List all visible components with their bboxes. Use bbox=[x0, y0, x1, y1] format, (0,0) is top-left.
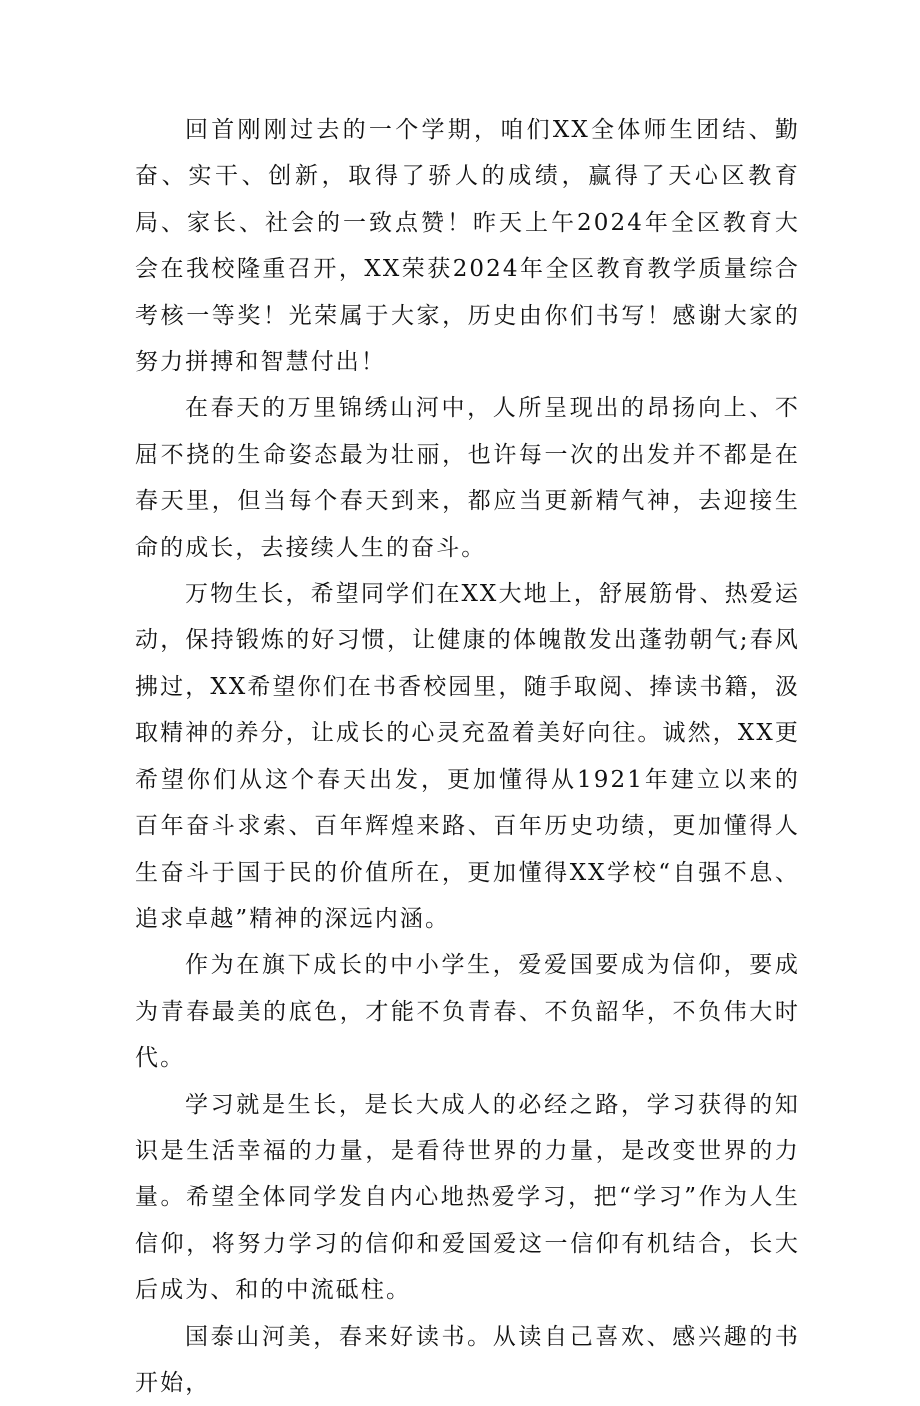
paragraph-5: 学习就是生长，是长大成人的必经之路，学习获得的知识是生活幸福的力量，是看待世界的力量，是改变世界的力量。希望全体同学发自内心地热爱学习，把“学习”作为人生信仰，将努力学习的信仰和爱国爱这一信仰有机结合，长大后成为、和的中流砥柱。 bbox=[135, 1091, 800, 1304]
paragraph-6: 国泰山河美，春来好读书。从读自己喜欢、感兴趣的书开始， bbox=[135, 1323, 800, 1396]
paragraph-1: 回首刚刚过去的一个学期，咱们XX全体师生团结、勤奋、实干、创新，取得了骄人的成绩，赢得了天心区教育局、家长、社会的一致点赞！昨天上午2024年全区教育大会在我校隆重召开，XX荣获2024年全区教育教学质量综合考核一等奖！光荣属于大家，历史由你们书写！感谢大家的努力拼搏和智慧付出！ bbox=[135, 117, 800, 376]
paragraph-4: 作为在旗下成长的中小学生，爱爱国要成为信仰，要成为青春最美的底色，才能不负青春、不负韶华，不负伟大时代。 bbox=[135, 952, 800, 1072]
paragraph-2: 在春天的万里锦绣山河中，人所呈现出的昂扬向上、不屈不挠的生命姿态最为壮丽，也许每一次的出发并不都是在春天里，但当每个春天到来，都应当更新精气神，去迎接生命的成长，去接续人生的奋斗。 bbox=[135, 395, 800, 561]
document-body bbox=[135, 107, 800, 1406]
paragraph-3: 万物生长，希望同学们在XX大地上，舒展筋骨、热爱运动，保持锻炼的好习惯，让健康的体魄散发出蓬勃朝气;春风拂过，XX希望你们在书香校园里，随手取阅、捧读书籍，汲取精神的养分，让成长的心灵充盈着美好向往。诚然，XX更希望你们从这个春天出发，更加懂得从1921年建立以来的百年奋斗求索、百年辉煌来路、百年历史功绩，更加懂得人生奋斗于国于民的价值所在，更加懂得XX学校“自强不息、追求卓越”精神的深远内涵。 bbox=[135, 581, 800, 932]
